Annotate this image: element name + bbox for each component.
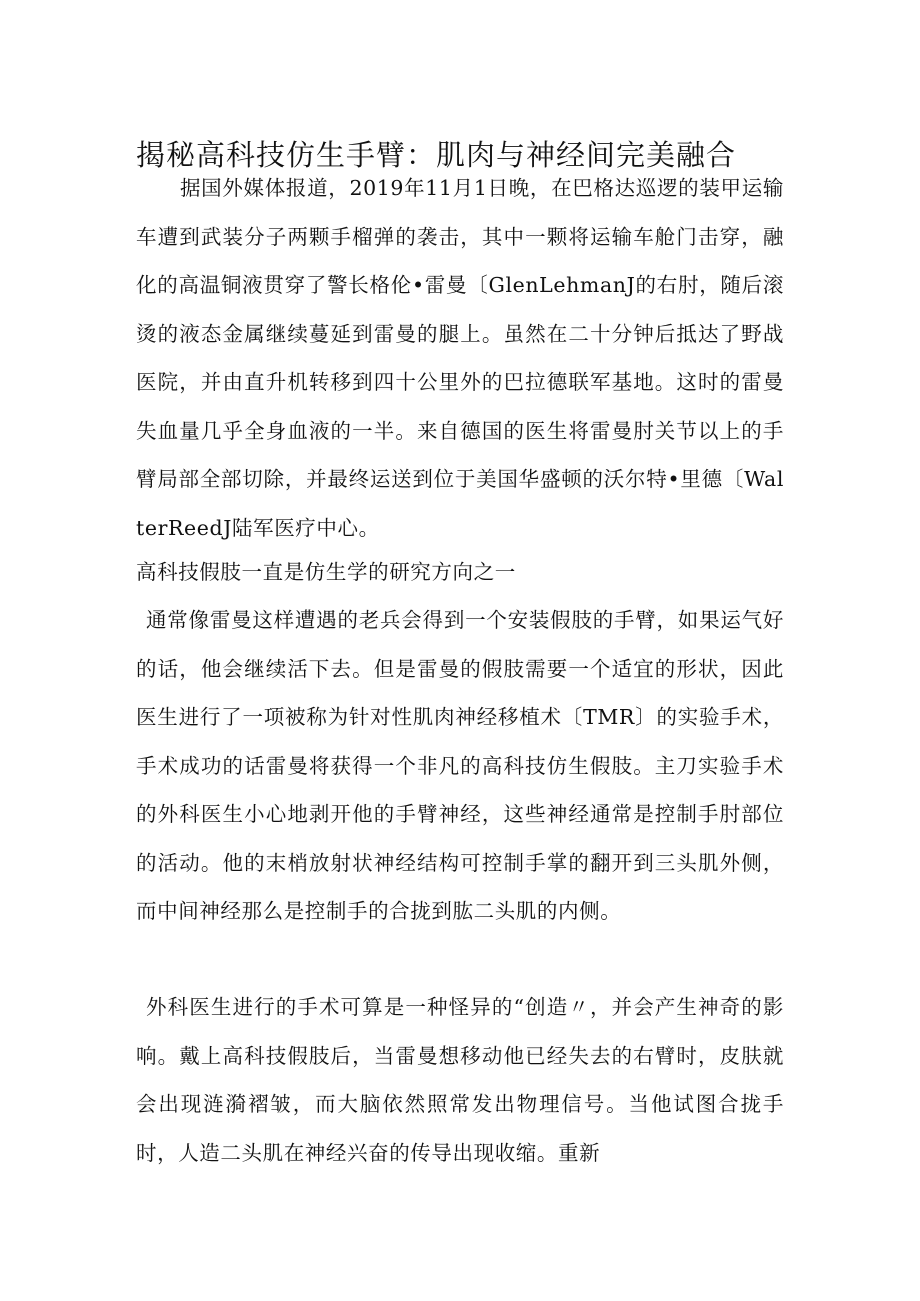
paragraph-3: 外科医生进行的手术可算是一种怪异的“创造〃，并会产生神奇的影响。戴上高科技假肢后，当雷曼想移动他已经失去的右臂时，皮肤就会出现涟漪褶皱，而大脑依然照常发出物理信号。当他试图合拢手时，人造二头肌在神经兴奋的传导出现收缩。重新 [136, 995, 784, 1165]
paragraph-1: 据国外媒体报道，2019年11月1日晚，在巴格达巡逻的装甲运输车遭到武装分子两颗手榴弹的袭击，其中一颗将运输车舱门击穿，融化的高温铜液贯穿了警长格伦•雷曼〔GlenLehmanJ的右肘，随后滚烫的液态金属继续蔓延到雷曼的腿上。虽然在二十分钟后抵达了野战医院，并由直升机转移到四十公里外的巴拉德联军基地。这时的雷曼失血量几乎全身血液的一半。来自德国的医生将雷曼肘关节以上的手臂局部全部切除，并最终运送到位于美国华盛顿的沃尔特•里德〔WalterReedJ陆军医疗中心。 [136, 176, 784, 540]
document-title: 揭秘高科技仿生手臂：肌肉与神经间完美融合 [136, 138, 737, 173]
paragraph-2: 通常像雷曼这样遭遇的老兵会得到一个安装假肢的手臂，如果运气好的话，他会继续活下去。但是雷曼的假肢需要一个适宜的形状，因此医生进行了一项被称为针对性肌肉神经移植术〔TMR〕的实验手术，手术成功的话雷曼将获得一个非凡的高科技仿生假肢。主刀实验手术的外科医生小心地剥开他的手臂神经，这些神经通常是控制手肘部位的活动。他的末梢放射状神经结构可控制手掌的翻开到三头肌外侧，而中间神经那么是控制手的合拢到肱二头肌的内侧。 [136, 608, 784, 923]
section-subheading: 高科技假肢一直是仿生学的研究方向之一 [136, 560, 516, 584]
